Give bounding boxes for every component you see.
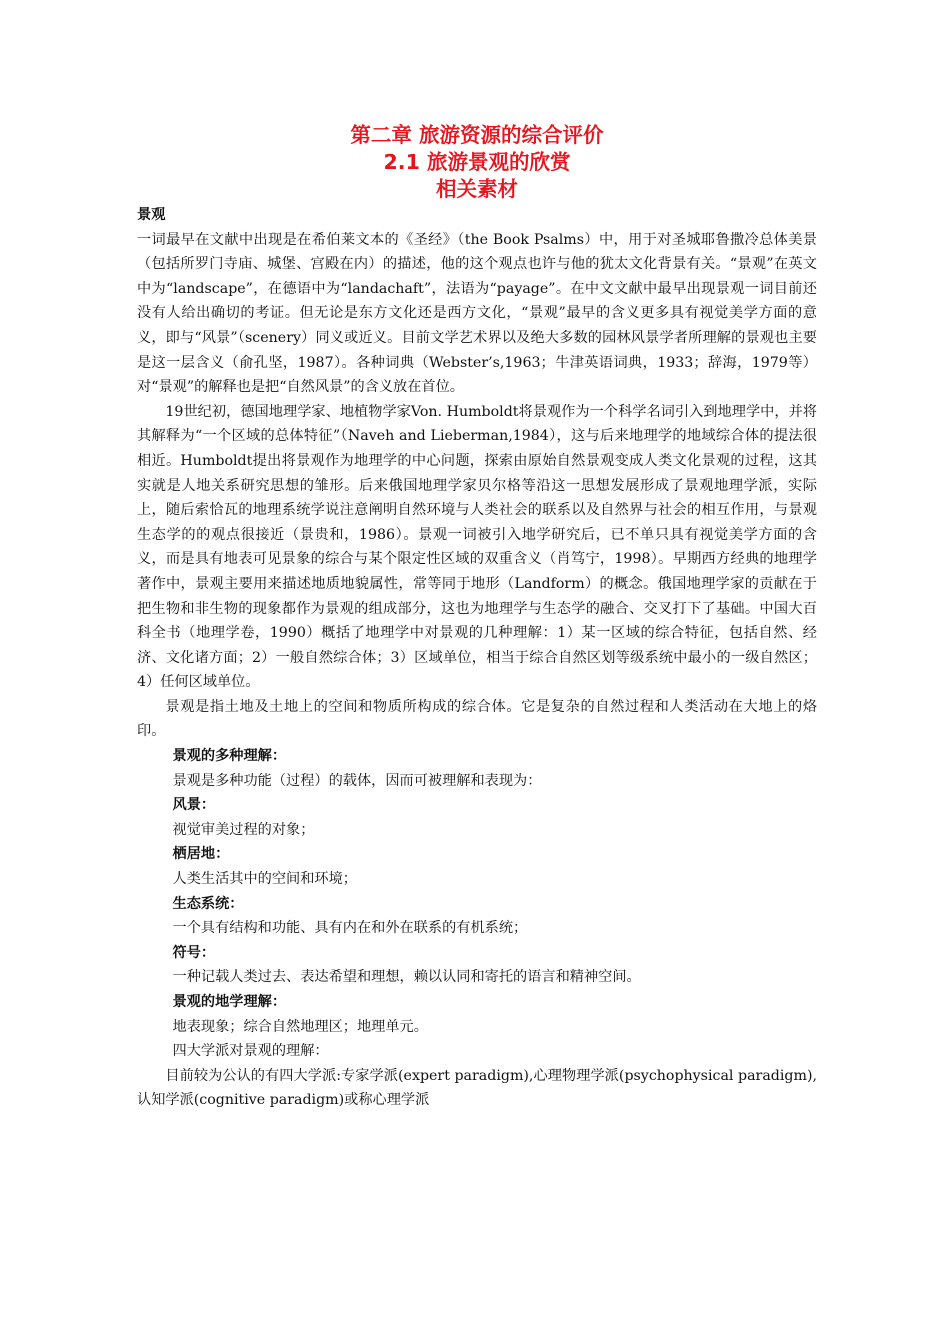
section-title: 2.1 旅游景观的欣赏 (383, 150, 571, 174)
document-page (137, 122, 817, 1113)
desc-ecosystem: 一个具有结构和功能、具有内在和外在联系的有机系统； (172, 920, 528, 937)
understanding-heading: 景观的多种理解： (172, 748, 287, 765)
paragraph-geography: 19世纪初，德国地理学家、地植物学家Von. Humboldt将景观作为一个科学名词引入到地理学中，并将其解释为“一个区域的总体特征”（Naveh and Lieberman,1984），这与后来地理学的地域综合体的提法很相近。Humboldt提出将景观作为地理学的中心问题，探索由原始自然景观变成人类文化景观的过程，这其实就是人地关系研究思想的雏形。后来俄国地理学家贝尔格等沿这一思想发展形成了景观地理学派，实际上，随后索恰瓦的地理系统学说注意阐明自然环境与人类社会的联系以及自然界与社会的相互作用，与景观生态学的的观点很接近（景贵和，1986）。景观一词被引入地学研究后，已不单只具有视觉美学方面的含义，而是具有地表可见景象的综合与某个限定性区域的双重含义（肖笃宁，1998）。早期西方经典的地理学著作中，景观主要用来描述地质地貌属性，常等同于地形（Landform）的概念。俄国地理学家的贡献在于把生物和非生物的现象都作为景观的组成部分，这也为地理学与生态学的融合、交叉打下了基础。中国大百科全书（地理学卷，1990）概括了地理学中对景观的几种理解：1）某一区域的综合特征，包括自然、经济、文化诸方面；2）一般自然综合体；3）区域单位，相当于综合自然区划等级系统中最小的一级自然区；4）任何区域单位。 (137, 403, 817, 691)
paragraph-origin: 一词最早在文献中出现是在希伯莱文本的《圣经》（the Book Psalms）中，用于对圣城耶鲁撒冷总体美景（包括所罗门寺庙、城堡、宫殿在内）的描述，他的这个观点也许与他的犹太文化背景有关。“景观”在英文中为“landscape”，在德语中为“landachaft”，法语为“payage”。在中文文献中最早出现景观一词目前还没有人给出确切的考证。但无论是东方文化还是西方文化，“景观”最早的含义更多具有视觉美学方面的意义，即与“风景”（scenery）同义或近义。目前文学艺术界以及绝大多数的园林风景学者所理解的景观也主要是这一层含义（俞孔坚，1987）。各种词典（Webster’s,1963；牛津英语词典，1933；辞海，1979等）对“景观”的解释也是把“自然风景”的含义放在首位。 (137, 231, 817, 396)
schools-heading: 四大学派对景观的理解： (172, 1043, 329, 1060)
geo-heading: 景观的地学理解： (172, 994, 287, 1010)
understanding-intro: 景观是多种功能（过程）的载体，因而可被理解和表现为： (172, 772, 542, 789)
term-symbol: 符号： (172, 944, 216, 961)
intro-heading: 景观 (137, 207, 166, 223)
desc-scenery: 视觉审美过程的对象； (172, 821, 315, 838)
term-scenery: 风景： (172, 797, 216, 814)
desc-symbol: 一种记载人类过去、表达希望和理想，赖以认同和寄托的语言和精神空间。 (172, 969, 641, 986)
schools-text: 目前较为公认的有四大学派:专家学派(expert paradigm),心理物理学派(psychophysical paradigm),认知学派(cognitive paradigm)或称心理学派 (137, 1067, 817, 1109)
term-ecosystem: 生态系统： (172, 895, 244, 912)
term-habitat: 栖居地： (172, 846, 230, 863)
desc-habitat: 人类生活其中的空间和环境； (172, 871, 357, 888)
chapter-title: 第二章 旅游资源的综合评价 (350, 123, 604, 147)
paragraph-definition: 景观是指土地及土地上的空间和物质所构成的综合体。它是复杂的自然过程和人类活动在大地上的烙印。 (137, 698, 817, 740)
subtitle: 相关素材 (436, 177, 518, 201)
geo-text: 地表现象；综合自然地理区；地理单元。 (172, 1018, 428, 1035)
